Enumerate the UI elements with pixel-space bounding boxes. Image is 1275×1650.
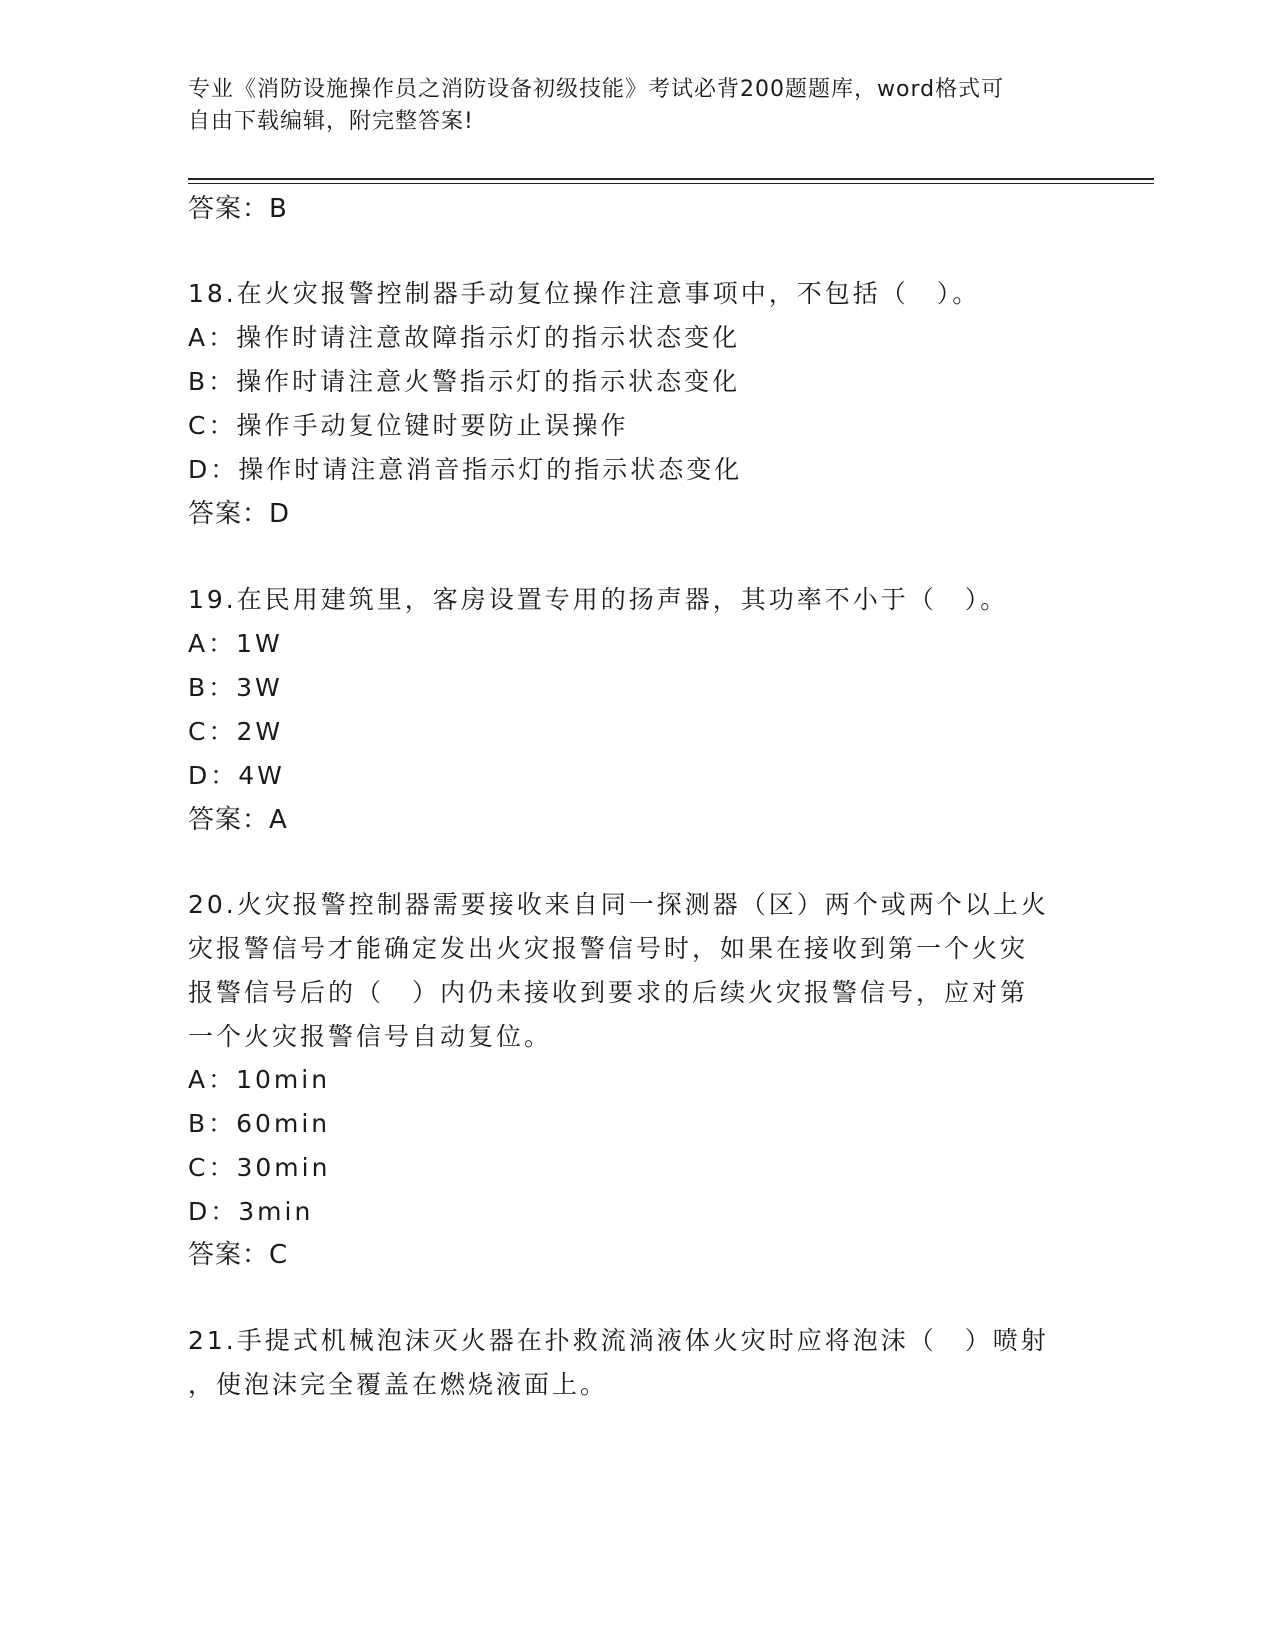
header-line-1: 专业《消防设施操作员之消防设备初级技能》考试必背200题题库，word格式可 — [188, 77, 1005, 102]
question-18-option-a: A：操作时请注意故障指示灯的指示状态变化 — [188, 323, 741, 352]
answer-17: 答案：B — [188, 194, 288, 224]
question-19-option-a: A：1W — [188, 629, 283, 658]
question-19-option-c: C：2W — [188, 717, 284, 746]
question-21-text-line-1: 21.手提式机械泡沫灭火器在扑救流淌液体火灾时应将泡沫（ ）喷射 — [188, 1326, 1049, 1355]
question-21-text-line-2: ，使泡沫完全覆盖在燃烧液面上。 — [188, 1370, 609, 1399]
question-18-option-c: C：操作手动复位键时要防止误操作 — [188, 411, 629, 440]
question-20-text-line-4: 一个火灾报警信号自动复位。 — [188, 1022, 553, 1051]
question-20-text-line-2: 灾报警信号才能确定发出火灾报警信号时，如果在接收到第一个火灾 — [188, 934, 1029, 963]
question-19-option-d: D：4W — [188, 761, 285, 790]
question-18-option-d: D：操作时请注意消音指示灯的指示状态变化 — [188, 455, 743, 484]
question-20-text-line-1: 20.火灾报警控制器需要接收来自同一探测器（区）两个或两个以上火 — [188, 890, 1049, 919]
question-19-text: 19.在民用建筑里，客房设置专用的扬声器，其功率不小于（ ）。 — [188, 585, 1009, 614]
question-20-answer: 答案：C — [188, 1240, 289, 1270]
question-20-option-d: D：3min — [188, 1197, 314, 1226]
header-rule-thin — [188, 183, 1154, 184]
question-18-answer: 答案：D — [188, 499, 291, 529]
question-18-option-b: B：操作时请注意火警指示灯的指示状态变化 — [188, 367, 741, 396]
question-20-option-a: A：10min — [188, 1065, 331, 1094]
question-20-option-c: C：30min — [188, 1153, 331, 1182]
page-header — [188, 74, 1088, 138]
question-20-option-b: B：60min — [188, 1109, 331, 1138]
question-18-text: 18.在火灾报警控制器手动复位操作注意事项中，不包括（ ）。 — [188, 279, 981, 308]
question-19-option-b: B：3W — [188, 673, 283, 702]
header-rule-thick — [188, 178, 1154, 180]
question-20-text-line-3: 报警信号后的（ ）内仍未接收到要求的后续火灾报警信号，应对第 — [188, 978, 1029, 1007]
header-line-2: 自由下载编辑，附完整答案! — [188, 109, 474, 134]
question-19-answer: 答案：A — [188, 805, 288, 835]
